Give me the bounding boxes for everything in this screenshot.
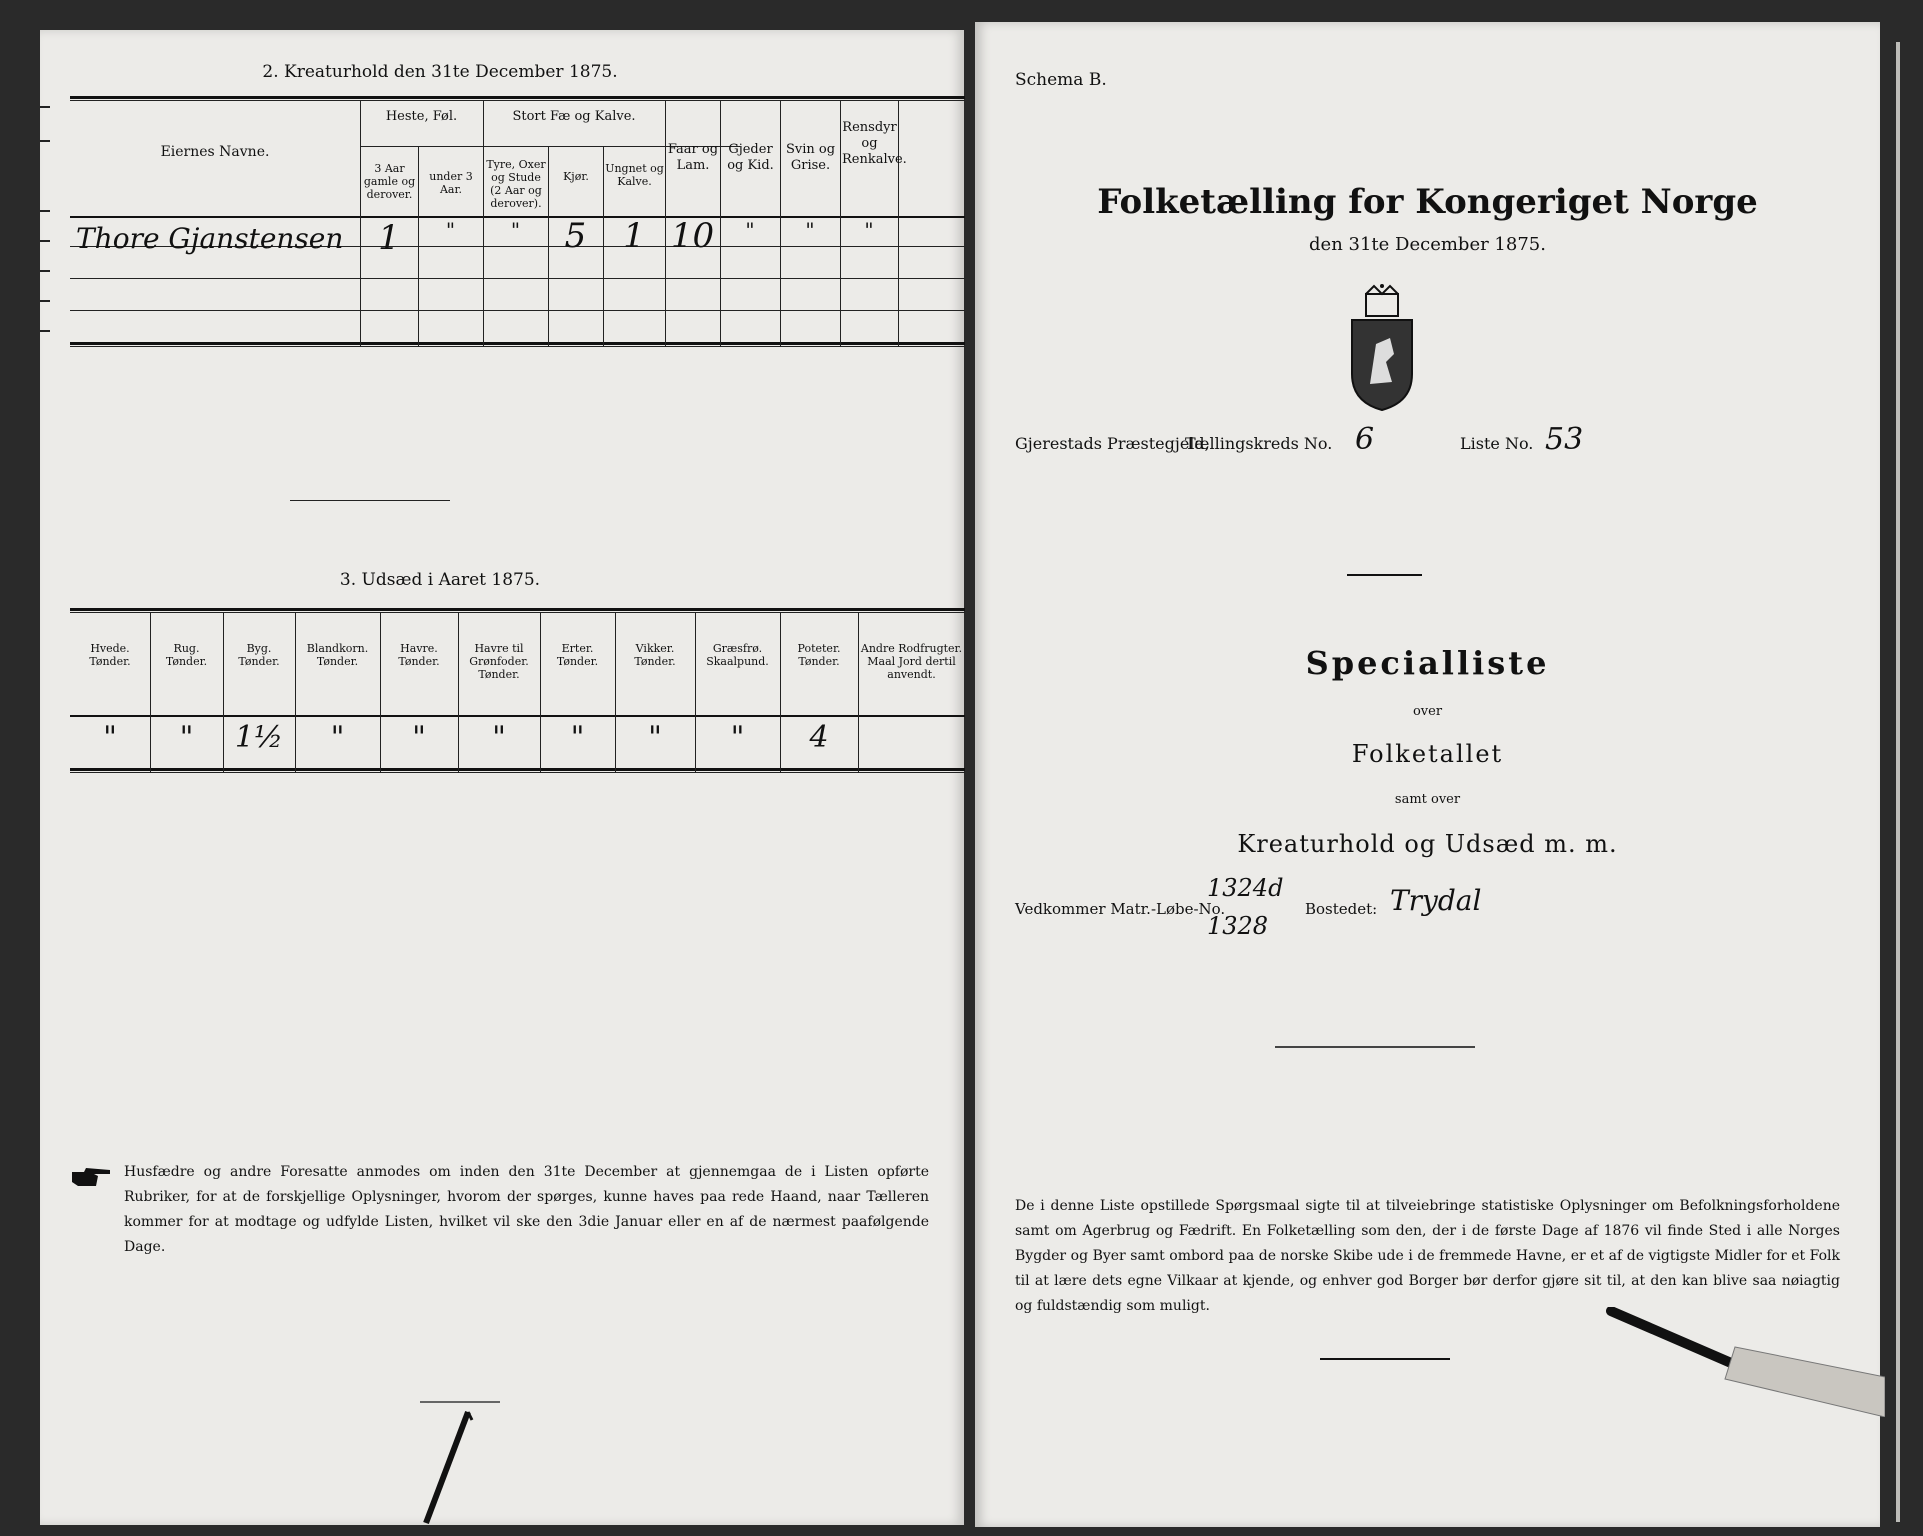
pen-icon-right (1605, 1307, 1885, 1417)
liste-label: Liste No. (1460, 434, 1534, 453)
section3-title: 3. Udsæd i Aaret 1875. (339, 570, 541, 590)
section3-col-header: Rug. Tønder. (165, 642, 208, 668)
svin-value: " (805, 218, 815, 242)
heste-gamle-header: 3 Aar gamle og derover. (363, 162, 416, 201)
margin-tick (40, 270, 50, 272)
owner-name: Thore Gjanstensen (76, 222, 344, 255)
bosted-label: Bostedet: (1305, 900, 1378, 918)
rensdyr-value: " (864, 218, 874, 242)
pointing-hand-icon (70, 1164, 114, 1190)
svin-header: Svin og Grise. (785, 142, 836, 173)
section3-col-header: Poteter. Tønder. (797, 642, 841, 668)
section3-col-header: Byg. Tønder. (238, 642, 280, 668)
census-date: den 31te December 1875. (1309, 234, 1546, 255)
kreaturhold-heading: Kreaturhold og Udsæd m. m. (1237, 830, 1618, 858)
section3-value: " (492, 720, 506, 755)
ungnet-value: 1 (623, 216, 645, 256)
section3-col-header: Græsfrø. Skaalpund. (706, 642, 769, 668)
liste-value: 53 (1545, 422, 1584, 457)
margin-tick (40, 106, 50, 108)
right-page (975, 22, 1880, 1527)
section3-value: " (330, 720, 345, 755)
kjor-value: 5 (564, 216, 587, 256)
section3-value: " (730, 720, 745, 755)
notice-text: Husfædre og andre Foresatte anmodes om inden den 31te December at gjennemgaa de i Listen opførte Rubriker, for at de forskjellige Oplysninger, hvorom der spørges, kunne haves paa rede Haand, naar Tælleren kommer for at modtage og udfylde Listen, hvilket vil ske den 3die Januar eller en af de nærmest paafølgende Dage. (124, 1164, 929, 1255)
gjeder-value: " (745, 218, 755, 242)
gjeder-header: Gjeder og Kid. (727, 142, 774, 173)
rensdyr-header: Rensdyr og Renkalve. (842, 120, 907, 167)
section3-col-header: Blandkorn. Tønder. (306, 642, 369, 668)
kreds-label: Tællingskreds No. (1185, 434, 1333, 453)
pen-icon (420, 1410, 480, 1525)
heste-under-header: under 3 Aar. (429, 170, 473, 196)
owner-column-header: Eiernes Navne. (160, 144, 270, 160)
margin-tick (40, 210, 50, 212)
section3-value: " (412, 720, 426, 755)
census-title: Folketælling for Kongeriget Norge (1097, 182, 1758, 222)
section3-value: " (648, 720, 662, 755)
section3-value: " (103, 720, 117, 755)
section3-col-header: Havre. Tønder. (398, 642, 440, 668)
heste-gamle-value: 1 (378, 218, 400, 258)
section3-value: " (179, 720, 194, 755)
heste-group-header: Heste, Føl. (385, 109, 458, 124)
left-page (40, 30, 964, 1525)
margin-tick (40, 330, 50, 332)
margin-tick (40, 300, 50, 302)
footer-text: De i denne Liste opstillede Spørgsmaal sigte til at tilveiebringe statistiske Oplysninger om Befolkningsforholdene samt om Agerbrug og Fædrift. En Folketælling som den, der i de første Dage af 1876 vil finde Sted i alle Norges Bygder og Byer samt ombord paa de norske Skibe ude i de fremmede Havne, er et af de vigtigste Midler for et Folk til at lære dets egne Vilkaar at kjende, og enhver god Borger bør derfor gjøre sit til, at den kan blive saa nøiagtig og fuldstændig som muligt. (1015, 1198, 1840, 1314)
stort-group-header: Stort Fæ og Kalve. (512, 109, 636, 124)
section3-col-header: Havre til Grønfoder. Tønder. (469, 642, 529, 681)
kreds-value: 6 (1355, 422, 1375, 457)
norway-coat-of-arms-icon (1342, 284, 1422, 414)
schema-label: Schema B. (1015, 70, 1107, 90)
matr-value-2: 1328 (1207, 912, 1269, 940)
margin-tick (40, 240, 50, 242)
matr-label: Vedkommer Matr.-Løbe-No. (1015, 900, 1226, 918)
faar-header: Faar og Lam. (667, 142, 719, 173)
tyre-value: " (510, 218, 521, 242)
section3-col-header: Vikker. Tønder. (634, 642, 676, 668)
bosted-value: Trydal (1390, 884, 1482, 917)
specialliste-heading: Specialliste (1305, 644, 1550, 682)
section3-col-header: Hvede. Tønder. (89, 642, 131, 668)
folketallet-heading: Folketallet (1351, 740, 1504, 768)
heste-under-value: " (445, 218, 456, 242)
section3-value: 1½ (234, 720, 284, 755)
section2-title: 2. Kreaturhold den 31te December 1875. (262, 62, 618, 82)
matr-value-1: 1324d (1207, 874, 1284, 902)
margin-tick (40, 140, 50, 142)
tyre-header: Tyre, Oxer og Stude (2 Aar og derover). (486, 158, 546, 210)
section3-col-header: Andre Rodfrugter. Maal Jord dertil anvendt. (860, 642, 963, 681)
ungnet-header: Ungnet og Kalve. (605, 162, 664, 188)
section3-value: " (570, 720, 585, 755)
samt-over-text: samt over (1394, 792, 1461, 807)
faar-value: 10 (670, 216, 715, 256)
section3-col-header: Erter. Tønder. (556, 642, 599, 668)
kjor-header: Kjør. (563, 170, 589, 183)
section3-value: 4 (809, 720, 829, 755)
over-text-1: over (1412, 704, 1443, 719)
prestegjeld-label: Gjerestads Præstegjeld, (1015, 434, 1210, 453)
